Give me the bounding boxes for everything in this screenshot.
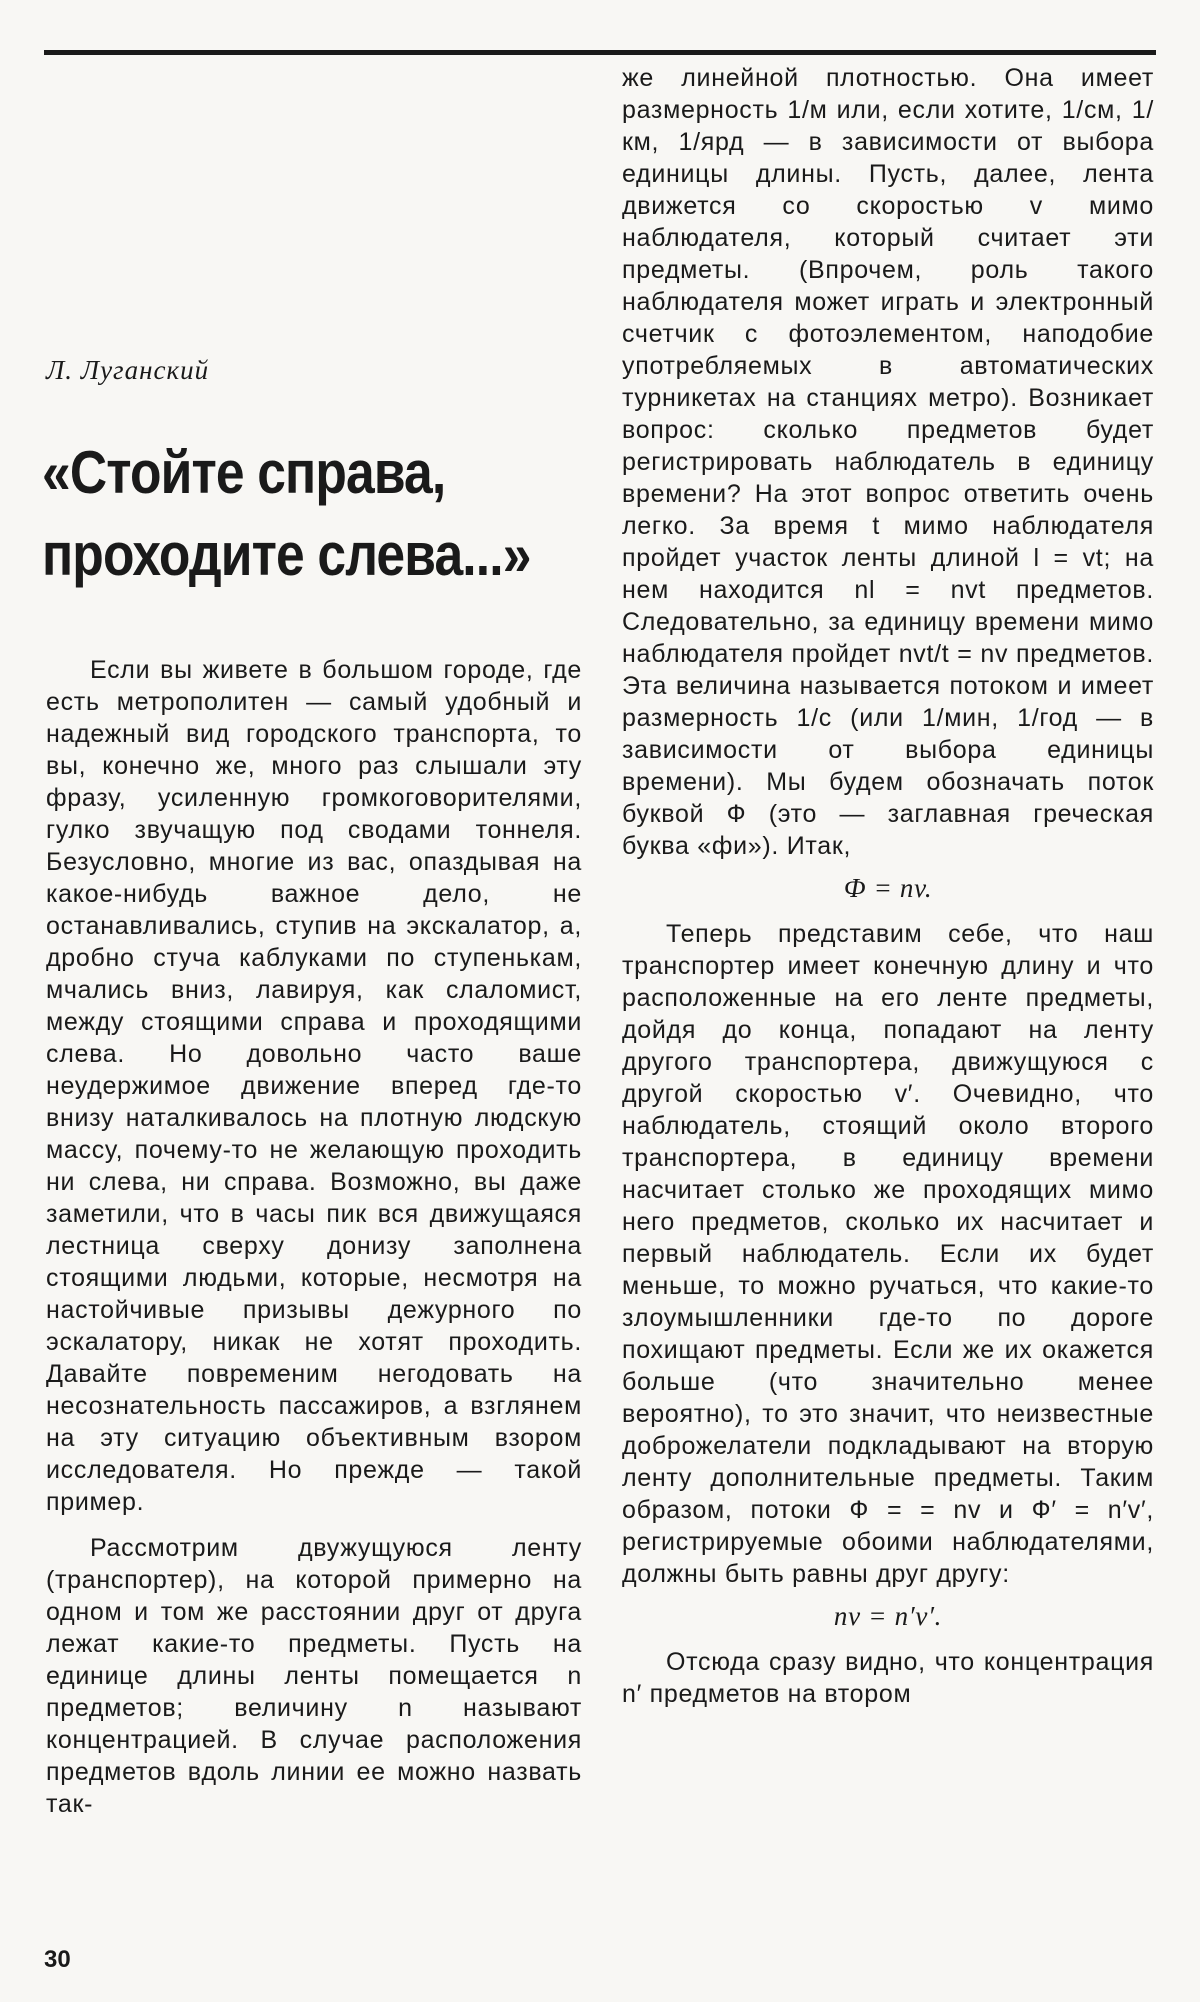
left-column: [46, 654, 582, 1820]
right-column: [622, 62, 1154, 1710]
page-number: 30: [44, 1946, 71, 1973]
right-paragraph-2: Теперь представим себе, что наш транспортер имеет конечную длину и что расположенные на его ленте предметы, дойдя до конца, попадают на ленту другого транспортера, движущуюся с другой скоростью v′. Очевидно, что наблюдатель, стоящий около второго транспортера, в единицу времени насчитает столько же проходящих мимо него предметов, сколько их насчитает и первый наблюдатель. Если их будет меньше, то можно ручаться, что какие-то злоумышленники где-то по дороге похищают предметы. Если же их окажется больше (что значительно менее вероятно), то это значит, что неизвестные доброжелатели подкладывают на вторую ленту дополнительные предметы. Таким образом, потоки Ф = = nv и Ф′ = n′v′, регистрируемые обоими наблюдателями, должны быть равны друг другу:: [622, 920, 1154, 1588]
formula-flux: Ф = nv.: [843, 873, 933, 903]
top-rule: [44, 50, 1156, 55]
title-line-2: проходите слева...»: [42, 521, 531, 588]
author-name: Л. Луганский: [46, 355, 210, 385]
title-line-1: «Стойте справа,: [42, 439, 446, 506]
left-paragraph-2: Рассмотрим двужущуюся ленту (транспортер), на которой примерно на одном и том же расстоянии друг от друга лежат какие-то предметы. Пусть на единице длины ленты помещается n предметов; величину n называют концентрацией. В случае расположения предметов вдоль линии ее можно назвать так-: [46, 1534, 582, 1818]
right-paragraph-3: Отсюда сразу видно, что концентрация n′ предметов на втором: [622, 1648, 1154, 1708]
left-paragraph-1: Если вы живете в большом городе, где есть метрополитен — самый удобный и надежный вид городского транспорта, то вы, конечно же, много раз слышали эту фразу, усиленную громкоговорителями, гулко звучащую под сводами тоннеля. Безусловно, многие из вас, опаздывая на какое-нибудь важное дело, не останавливались, ступив на экскалатор, а, дробно стуча каблуками по ступенькам, мчались вниз, лавируя, как слаломист, между стоящими справа и проходящими слева. Но довольно часто ваше неудержимое движение вперед где-то внизу наталкивалось на плотную людскую массу, почему-то не желающую проходить ни слева, ни справа. Возможно, вы даже заметили, что в часы пик вся движущаяся лестница сверху донизу заполнена стоящими людьми, которые, несмотря на настойчивые призывы дежурного по эскалатору, никак не хотят проходить. Давайте повременим негодовать на несознательность пассажиров, а взглянем на эту ситуацию объективным взором исследователя. Но прежде — такой пример.: [46, 656, 582, 1516]
formula-equality: nv = n′v′.: [833, 1601, 943, 1631]
article-title: [42, 432, 531, 596]
right-paragraph-1: же линейной плотностью. Она имеет размерность 1/м или, если хотите, 1/см, 1/км, 1/ярд — в зависимости от выбора единицы длины. Пусть, далее, лента движется со скоростью v мимо наблюдателя, который считает эти предметы. (Впрочем, роль такого наблюдателя может играть и электронный счетчик с фотоэлементом, наподобие употребляемых в автоматических турникетах на станциях метро). Возникает вопрос: сколько предметов будет регистрировать наблюдатель в единицу времени? На этот вопрос ответить очень легко. За время t мимо наблюдателя пройдет участок ленты длиной l = vt; на нем находится nl = nvt предметов. Следовательно, за единицу времени мимо наблюдателя пройдет nvt/t = nv предметов. Эта величина называется потоком и имеет размерность 1/с (или 1/мин, 1/год — в зависимости от выбора единицы времени). Мы будем обозначать поток буквой Ф (это — заглавная греческая буква «фи»). Итак,: [622, 64, 1154, 860]
